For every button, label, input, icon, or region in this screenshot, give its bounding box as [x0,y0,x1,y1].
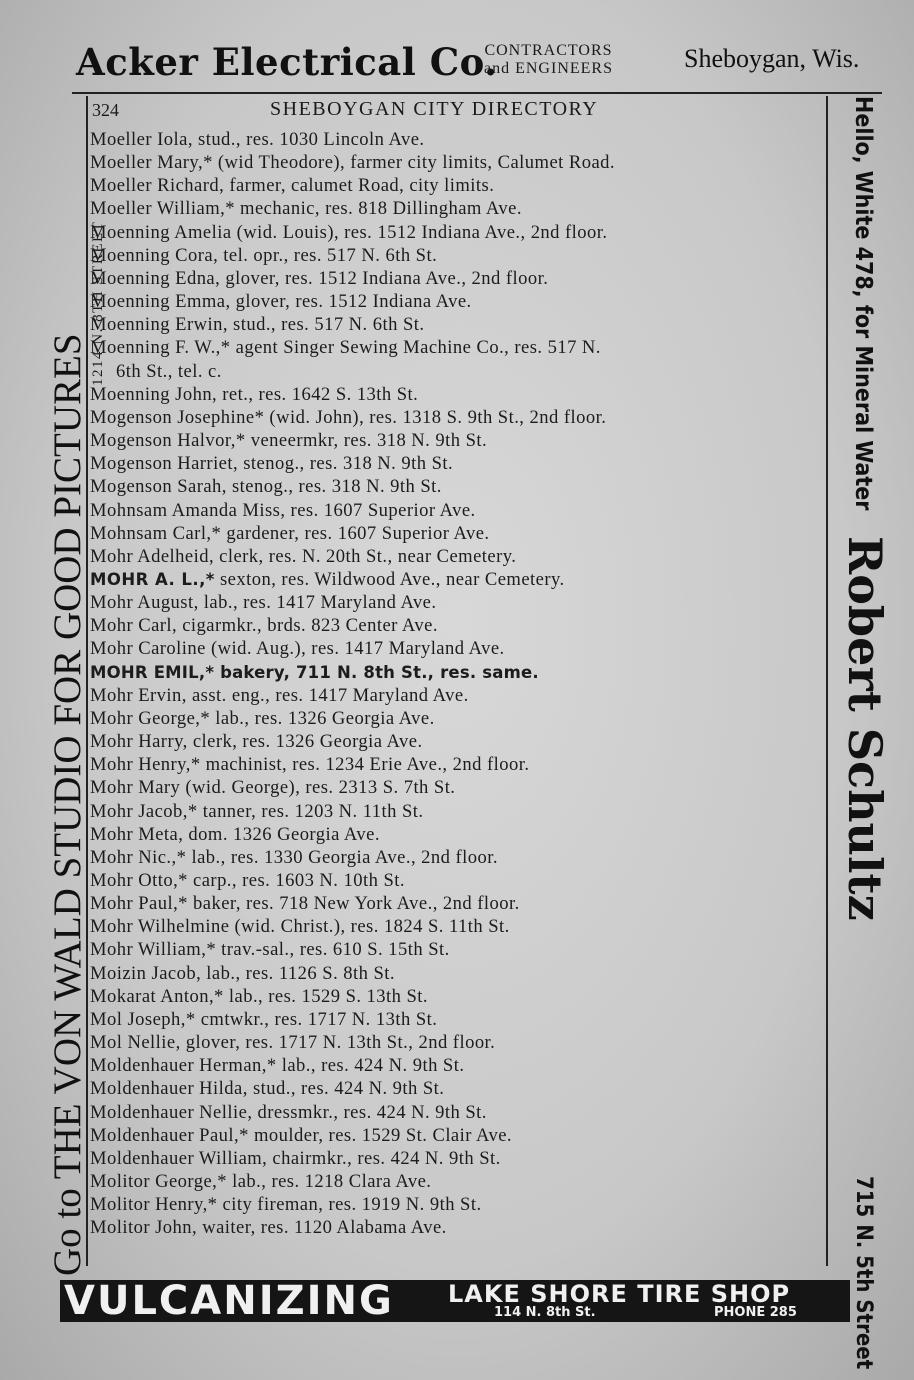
directory-entry: Moenning John, ret., res. 1642 S. 13th St. [90,383,419,405]
footer-ad-shop: LAKE SHORE TIRE SHOP [448,1280,791,1308]
directory-entry: Mogenson Halvor,* veneermkr, res. 318 N. 9th St. [90,430,488,452]
header-company-name: Acker Electrical Co. [76,40,498,84]
directory-entry: Mohnsam Amanda Miss, res. 1607 Superior Ave. [90,499,476,521]
directory-entry: Mohr Jacob,* tanner, res. 1203 N. 11th St. [90,800,424,822]
directory-entry: Moldenhauer Herman,* lab., res. 424 N. 9th St. [90,1055,465,1077]
directory-entry: Molitor John, waiter, res. 1120 Alabama Ave. [90,1217,447,1239]
right-ad-top-text: Hello, White 478, for Mineral Water [850,96,876,511]
directory-entry: Mohr Nic.,* lab., res. 1330 Georgia Ave., 2nd floor. [90,846,498,868]
page-title: SHEBOYGAN CITY DIRECTORY [270,98,599,120]
directory-entry: Mohr Caroline (wid. Aug.), res. 1417 Maryland Ave. [90,638,505,660]
left-divider [86,96,88,1266]
directory-entry: Mogenson Josephine* (wid. John), res. 1318 S. 9th St., 2nd floor. [90,406,607,428]
directory-entry: Moeller Iola, stud., res. 1030 Lincoln Ave. [90,129,425,150]
directory-column [90,98,826,1240]
footer-ad-phone: PHONE 285 [714,1305,797,1320]
header-tagline-line1: CONTRACTORS [484,42,613,59]
directory-entry: Mohr William,* trav.-sal., res. 610 S. 15th St. [90,939,450,961]
right-side-advertisement [828,96,908,1370]
directory-entry: Mol Joseph,* cmtwkr., res. 1717 N. 13th St. [90,1008,438,1030]
left-ad-main-text: Go to THE VON WALD STUDIO FOR GOOD PICTURES [46,333,89,1276]
directory-entry: Moenning Emma, glover, res. 1512 Indiana Ave. [90,291,472,313]
directory-entry: Mohr Wilhelmine (wid. Christ.), res. 1824 S. 11th St. [90,916,510,938]
directory-entry: Mokarat Anton,* lab., res. 1529 S. 13th St. [90,985,429,1007]
directory-entry: Mohr August, lab., res. 1417 Maryland Ave. [90,592,437,614]
directory-entry: Mohnsam Carl,* gardener, res. 1607 Superior Ave. [90,522,490,544]
directory-header [90,98,826,128]
directory-entry: Moeller Mary,* (wid Theodore), farmer city limits, Calumet Road. [90,152,616,174]
directory-entry: Mogenson Sarah, stenog., res. 318 N. 9th St. [90,476,442,498]
directory-entry: Moenning F. W.,* agent Singer Sewing Machine Co., res. 517 N. [90,337,601,359]
header-advertisement [70,38,885,90]
directory-entry: Mohr Mary (wid. George), res. 2313 S. 7th St. [90,777,456,799]
directory-entry: Moenning Cora, tel. opr., res. 517 N. 6th St. [90,244,438,266]
header-tagline-line2: and ENGINEERS [484,60,613,77]
directory-entry: Mohr Paul,* baker, res. 718 New York Ave., 2nd floor. [90,893,520,915]
directory-entry: Mogenson Harriet, stenog., res. 318 N. 9th St. [90,453,454,475]
directory-entry: Mohr Carl, cigarmkr., brds. 823 Center Ave. [90,615,438,637]
header-tagline [484,42,613,78]
directory-entries [90,128,826,1240]
directory-entry: Moenning Erwin, stud., res. 517 N. 6th St. [90,314,425,336]
directory-entry: Mohr Ervin, asst. eng., res. 1417 Maryland Ave. [90,684,469,706]
directory-entry: Moeller Richard, farmer, calumet Road, city limits. [90,175,495,197]
directory-entry: Mol Nellie, glover, res. 1717 N. 13th St., 2nd floor. [90,1032,496,1054]
directory-entry: Mohr Meta, dom. 1326 Georgia Ave. [90,823,380,845]
header-divider [72,92,882,94]
footer-ad-main: VULCANIZING [64,1278,394,1324]
directory-entry: Mohr Henry,* machinist, res. 1234 Erie Ave., 2nd floor. [90,754,530,776]
directory-entry: Mohr Adelheid, clerk, res. N. 20th St., near Cemetery. [90,545,517,567]
directory-entry: Moenning Amelia (wid. Louis), res. 1512 Indiana Ave., 2nd floor. [90,221,608,243]
header-city: Sheboygan, Wis. [684,44,860,73]
right-ad-address: 715 N. 5th Street [851,1176,876,1370]
directory-entry: Moenning Edna, glover, res. 1512 Indiana Ave., 2nd floor. [90,267,549,289]
directory-entry: Moizin Jacob, lab., res. 1126 S. 8th St. [90,962,395,984]
footer-advertisement [60,1280,850,1322]
directory-entry: Moldenhauer Paul,* moulder, res. 1529 St. Clair Ave. [90,1124,513,1146]
directory-entry: Mohr Otto,* carp., res. 1603 N. 10th St. [90,870,405,891]
directory-entry: Moldenhauer Hilda, stud., res. 424 N. 9th St. [90,1078,445,1100]
directory-entry: MOHR A. L.,* sexton, res. Wildwood Ave., near Cemetery. [90,568,565,590]
directory-entry: Mohr Harry, clerk, res. 1326 Georgia Ave. [90,731,423,753]
directory-entry: Moldenhauer William, chairmkr., res. 424 N. 9th St. [90,1147,501,1169]
right-divider [826,96,828,1266]
directory-entry: Molitor George,* lab., res. 1218 Clara Ave. [90,1171,432,1193]
directory-entry: Mohr George,* lab., res. 1326 Georgia Ave. [90,707,435,729]
footer-ad-address: 114 N. 8th St. [494,1305,596,1320]
directory-entry: Moldenhauer Nellie, dressmkr., res. 424 N. 9th St. [90,1101,487,1123]
directory-entry: 6th St., tel. c. [116,360,222,382]
directory-entry: Molitor Henry,* city fireman, res. 1919 N. 9th St. [90,1194,482,1216]
page-number: 324 [92,100,119,120]
directory-entry: Moeller William,* mechanic, res. 818 Dillingham Ave. [90,198,522,220]
directory-entry: MOHR EMIL,* bakery, 711 N. 8th St., res. same. [90,662,539,682]
right-ad-name: Robert Schultz [838,536,892,921]
left-ad-address: 1214 N. 8TH STREET [90,220,106,386]
